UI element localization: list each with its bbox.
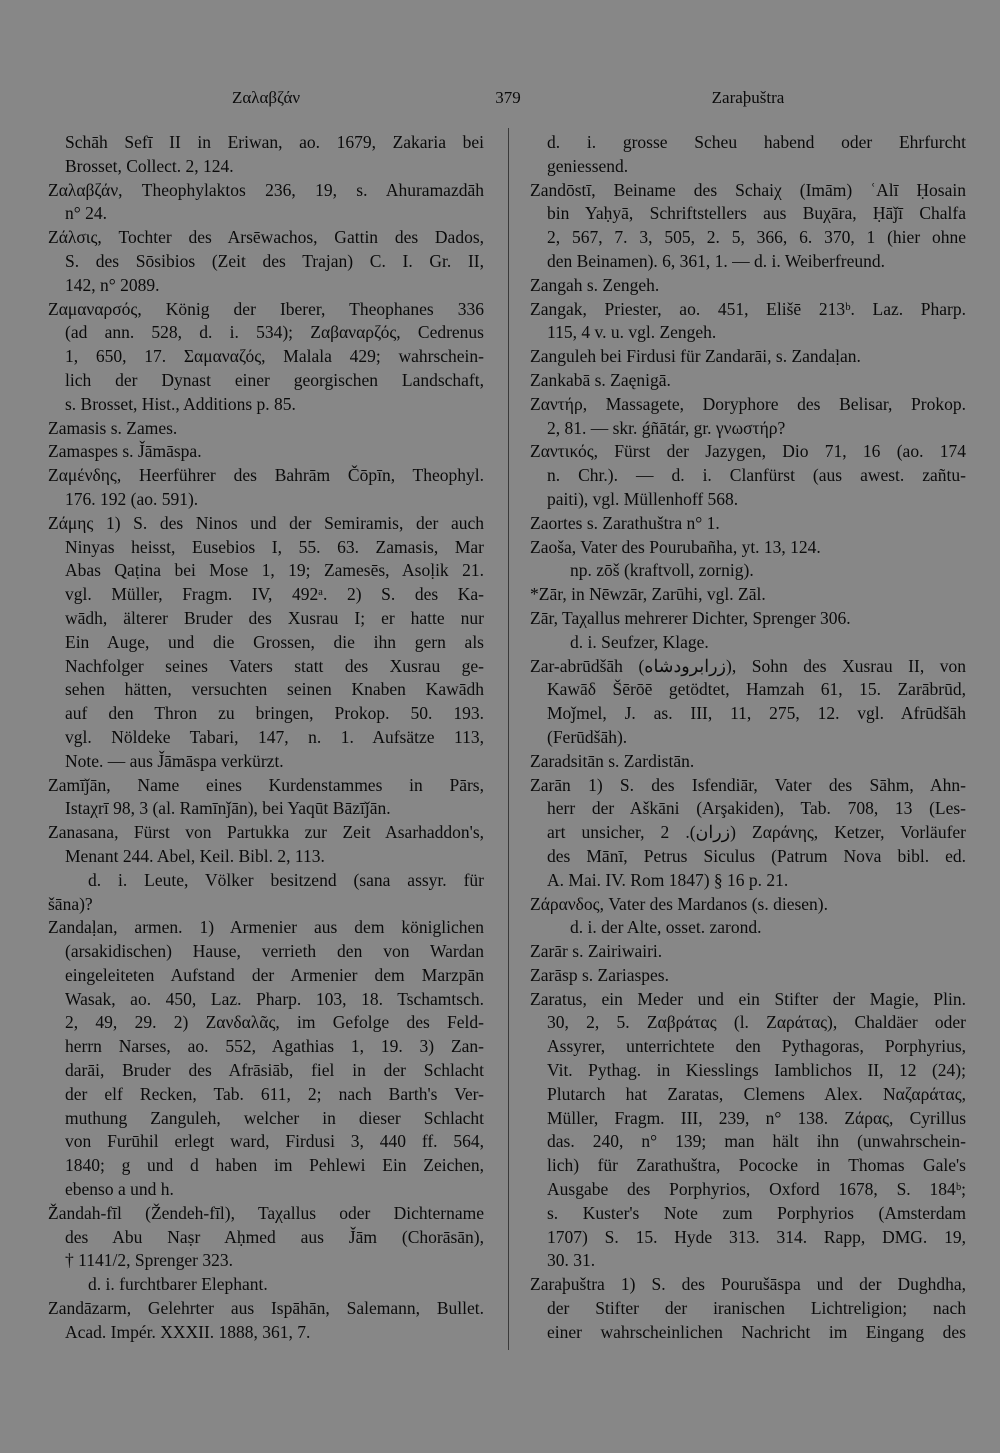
entry-headword-line: Zaoša, Vater des Pourubañha, yt. 13, 124. (530, 536, 821, 557)
text-line: (Ferūdšāh). (547, 726, 628, 747)
entry-headword-line: Zarān 1) S. des Isfendiār, Vater des Sāhm, Ahn- (530, 774, 966, 795)
text-line: herrn Narses, ao. 552, Agathias 1, 19. 3) Zan- (65, 1036, 484, 1057)
text-line: eingeleiteten Aufstand der Armenier dem Marzpān (65, 964, 484, 985)
entry-headword-line: Zandaḷan, armen. 1) Armenier aus dem königlichen (48, 917, 484, 938)
dictionary-entry (530, 607, 966, 631)
text-line: wādh, älterer Bruder des Xusrau I; er hatte nur (65, 607, 484, 628)
entry-headword-line: Ζάρανδος, Vater des Mardanos (s. diesen). (530, 893, 829, 914)
text-line: 1840; g und d haben im Pehlewi Ein Zeichen, (65, 1155, 484, 1176)
entry-headword-line: Zaratus, ein Meder und ein Stifter der Magie, Plin. (530, 988, 966, 1009)
entry-headword-line: Zamīǰān, Name eines Kurdenstammes in Pārs, (48, 774, 484, 795)
entry-headword-line: Zankabā s. Zaęnigā. (530, 369, 671, 390)
entry-headword-line: Ζαμαναρσός, König der Iberer, Theophanes 336 (48, 298, 484, 319)
text-line: n. Chr.). — d. i. Clanfürst (aus awest. zañtu- (547, 465, 966, 486)
dictionary-entry (48, 821, 484, 869)
entry-headword-line: Zanasana, Fürst von Partukka zur Zeit Asarhaddon's, (48, 822, 484, 843)
entry-headword-line: Zandōstī, Beiname des Schaiχ (Imām) ʿAlī Ḥosain (530, 179, 966, 200)
text-line: šāna)? (48, 893, 93, 914)
text-line: 30, 2, 5. Ζαβράτας (l. Ζαράτας), Chaldäer oder (547, 1012, 966, 1033)
text-line: n° 24. (65, 203, 107, 224)
text-line: Note. — aus J̌āmāspa verkürzt. (65, 750, 284, 771)
dictionary-entry (48, 298, 484, 417)
dictionary-entry (530, 512, 966, 536)
etymology-note (530, 559, 966, 583)
text-line: des Mānī, Petrus Siculus (Patrum Nova bibl. ed. (547, 845, 966, 866)
dictionary-entry (530, 774, 966, 893)
text-line: Brosset, Collect. 2, 124. (65, 155, 234, 176)
dictionary-entry (530, 440, 966, 511)
text-line: Vit. Pythag. in Kiesslings Iamblichos II, 12 (24); (547, 1060, 966, 1081)
entry-headword-line: Zār, Taχallus mehrerer Dichter, Sprenger 306. (530, 607, 851, 628)
entry-headword-line: Ζαντήρ, Massagete, Doryphore des Belisar, Prokop. (530, 393, 966, 414)
text-line: von Furūhil erlegt ward, Firdusi 3, 440 ff. 564, (65, 1131, 484, 1152)
text-line: der elf Recken, Tab. 611, 2; nach Barth's Ver- (65, 1083, 484, 1104)
page-number: 379 (495, 88, 521, 107)
dictionary-entry (530, 274, 966, 298)
text-line: vgl. Müller, Fragm. IV, 492ᵃ. 2) S. des Ka- (65, 584, 484, 605)
text-line: 2, 49, 29. 2) Ζανδαλᾶς, im Gefolge des Feld- (65, 1012, 484, 1033)
dictionary-entry (530, 893, 966, 917)
etymology-note (530, 916, 966, 940)
entry-headword-line: Zangah s. Zengeh. (530, 274, 660, 295)
etymology-note (48, 1273, 484, 1297)
running-head-right: Zaraþuštra (711, 88, 785, 107)
text-line: 2, 81. — skr. ǵñātár, gr. γνωστήρ? (547, 417, 786, 438)
etymology-note (48, 869, 484, 917)
text-line: des Abu Naṣr Aḥmed aus J̌ām (Chorāsān), (65, 1226, 484, 1247)
dictionary-entry (48, 179, 484, 227)
entry-headword-line: Zangak, Priester, ao. 451, Elišē 213ᵇ. Laz. Pharp. (530, 298, 966, 319)
left-column (48, 131, 484, 1345)
entry-headword-line: Zaraþuštra 1) S. des Pourušāspa und der Dughdha, (530, 1274, 966, 1295)
dictionary-entry (530, 393, 966, 441)
text-line: auf den Thron zu bringen, Prokop. 50. 193. (65, 703, 484, 724)
dictionary-entry (530, 1273, 966, 1344)
text-line: Assyrer, unterrichtete den Pythagoras, Porphyrius, (547, 1036, 966, 1057)
text-line: 115, 4 v. u. vgl. Zengeh. (547, 322, 717, 343)
entry-headword-line: Zaradsitān s. Zardistān. (530, 750, 695, 771)
dictionary-entry (530, 369, 966, 393)
dictionary-entry (530, 298, 966, 346)
continued-entry (530, 131, 966, 179)
text-line: 142, n° 2089. (65, 274, 160, 295)
dictionary-entry (530, 940, 966, 964)
dictionary-entry (48, 512, 484, 774)
running-head-left: Ζαλαβζάν (231, 88, 301, 107)
text-line: lich) für Zarathuštra, Pococke in Thomas Gale's (547, 1155, 966, 1176)
dictionary-entry (530, 179, 966, 274)
text-line: Ein Auge, und die Grossen, die ihn gern als (65, 631, 484, 652)
entry-headword-line: Zaortes s. Zarathuštra n° 1. (530, 512, 720, 533)
text-line: np. zōš (kraftvoll, zornig). (570, 560, 754, 581)
text-line: der Stifter der iranischen Lichtreligion; nach (547, 1298, 966, 1319)
entry-headword-line: Ζαλαβζάν, Theophylaktos 236, 19, s. Ahuramazdāh (48, 179, 484, 200)
dictionary-entry (530, 655, 966, 750)
text-line: bin Yaḥyā, Schriftstellers aus Buχāra, Ḥāǰī Chalfa (547, 203, 966, 224)
text-line: sehen hätten, versuchten seinen Knaben Kawādh (65, 679, 484, 700)
dictionary-entry (530, 583, 966, 607)
text-line: geniessend. (547, 155, 629, 176)
text-line: Schāh Sefī II in Eriwan, ao. 1679, Zakaria bei (65, 132, 484, 152)
text-line: das. 240, n° 139; man hält ihn (unwahrschein- (547, 1131, 966, 1152)
entry-headword-line: Ζάμης 1) S. des Ninos und der Semiramis, der auch (48, 512, 484, 533)
text-line: 1, 650, 17. Σαμαναζός, Malala 429; wahrschein- (65, 346, 484, 367)
text-line: Ninyas heisst, Eusebios I, 55. 63. Zamasis, Mar (65, 536, 484, 557)
dictionary-entry (530, 964, 966, 988)
dictionary-entry (48, 916, 484, 1202)
text-line: art unsicher, زران). 2) Ζαράνης, Ketzer, Vorläufer (547, 822, 966, 843)
text-line: s. Kuster's Note zum Porphyrios (Amsterdam (547, 1202, 966, 1223)
text-line: d. i. grosse Scheu habend oder Ehrfurcht (547, 132, 966, 152)
text-line: s. Brosset, Hist., Additions p. 85. (65, 393, 296, 414)
entry-headword-line: Ζάλσις, Tochter des Arsēwachos, Gattin des Dados, (48, 227, 484, 248)
entry-headword-line: Zandāzarm, Gelehrter aus Ispāhān, Salemann, Bullet. (48, 1298, 484, 1319)
entry-headword-line: Zamaspes s. J̌āmāspa. (48, 441, 202, 462)
text-line: d. i. der Alte, osset. zarond. (570, 917, 762, 938)
right-column (530, 131, 966, 1345)
dictionary-entry (530, 750, 966, 774)
text-line: A. Mai. IV. Rom 1847) § 16 p. 21. (547, 869, 789, 890)
text-line: Ausgabe des Porphyrios, Oxford 1678, S. 184ᵇ; (547, 1179, 966, 1200)
text-line: vgl. Nöldeke Tabari, 147, n. 1. Aufsätze 113, (65, 726, 484, 747)
text-line: Wasak, ao. 450, Laz. Pharp. 103, 18. Tschamtsch. (65, 988, 484, 1009)
dictionary-entry (48, 440, 484, 464)
text-line: 30. 31. (547, 1250, 596, 1271)
text-line: Istaχrī 98, 3 (al. Ramīnǰān), bei Yaqūt Bāzīǰān. (65, 798, 391, 819)
text-line: den Beinamen). 6, 361, 1. — d. i. Weiberfreund. (547, 250, 885, 271)
text-line: d. i. furchtbarer Elephant. (88, 1274, 268, 1295)
dictionary-entry (530, 536, 966, 560)
dictionary-entry (530, 345, 966, 369)
entry-headword-line: Zar-abrūdšāh (زرابرودشاه), Sohn des Xusrau II, von (530, 655, 966, 676)
text-line: † 1141/2, Sprenger 323. (65, 1250, 234, 1271)
text-line: Acad. Impér. XXXII. 1888, 361, 7. (65, 1321, 311, 1342)
text-line: lich der Dynast einer georgischen Landschaft, (65, 369, 484, 390)
text-line: Kawāδ Šērōē getödtet, Hamzah 61, 15. Zarābrūd, (547, 679, 966, 700)
entry-headword-line: *Zār, in Nēwzār, Zarūhi, vgl. Zāl. (530, 584, 766, 605)
text-line: Nachfolger seines Vaters statt des Xusrau ge- (65, 655, 484, 676)
entry-headword-line: Zarār s. Zairiwairi. (530, 941, 663, 962)
text-line: herr der Aškāni (Arşakiden), Tab. 708, 13 (Les- (547, 798, 966, 819)
text-line: 1707) S. 15. Hyde 313. 314. Rapp, DMG. 19, (547, 1226, 966, 1247)
text-line: 176. 192 (ao. 591). (65, 488, 199, 509)
text-line: 2, 567, 7. 3, 505, 2. 5, 366, 6. 370, 1 (hier ohne (547, 227, 966, 248)
text-line: muthung Zanguleh, welcher in dieser Schlacht (65, 1107, 484, 1128)
text-line: paiti), vgl. Müllenhoff 568. (547, 488, 739, 509)
entry-headword-line: Ζαμένδης, Heerführer des Bahrām Čōpīn, Theophyl. (48, 465, 484, 486)
text-line: Moǰmel, J. as. III, 11, 275, 12. vgl. Afrūdšāh (547, 703, 966, 724)
dictionary-entry (48, 417, 484, 441)
entry-headword-line: Ζαντικός, Fürst der Jazygen, Dio 71, 16 (ao. 174 (530, 441, 966, 462)
text-line: Müller, Fragm. III, 239, n° 138. Ζάρας, Cyrillus (547, 1107, 966, 1128)
dictionary-entry (48, 774, 484, 822)
text-line: d. i. Seufzer, Klage. (570, 631, 709, 652)
text-line: (ad ann. 528, d. i. 534); Ζαβαναρζός, Cedrenus (65, 322, 484, 343)
text-line: (arsakidischen) Hause, verrieth den von Wardan (65, 941, 484, 962)
text-line: S. des Sōsibios (Zeit des Trajan) C. I. Gr. II, (65, 250, 484, 271)
entry-headword-line: Zanguleh bei Firdusi für Zandarāi, s. Zandaḷan. (530, 346, 861, 367)
dictionary-entry (48, 464, 484, 512)
text-line: darāi, Bruder des Afrāsiāb, fiel in der Schlacht (65, 1060, 484, 1081)
dictionary-entry (48, 1202, 484, 1273)
entry-headword-line: Zamasis s. Zames. (48, 417, 178, 438)
entry-headword-line: Žandah-fīl (Žendeh-fīl), Taχallus oder Dichtername (48, 1202, 484, 1223)
dictionary-entry (48, 1297, 484, 1345)
text-line: Abas Qaṭina bei Mose 1, 19; Zamesēs, Asoḷik 21. (65, 560, 484, 581)
continued-entry (48, 131, 484, 179)
text-line: d. i. Leute, Völker besitzend (sana assyr. für (88, 869, 484, 890)
column-divider (508, 128, 509, 1350)
etymology-note (530, 631, 966, 655)
dictionary-entry (48, 226, 484, 297)
text-line: ebenso a und h. (65, 1179, 174, 1200)
dictionary-entry (530, 988, 966, 1274)
text-line: Menant 244. Abel, Keil. Bibl. 2, 113. (65, 845, 325, 866)
text-line: Plutarch hat Zaratas, Clemens Alex. Ναζαράτας, (547, 1083, 966, 1104)
text-line: einer wahrscheinlichen Nachricht im Eingang des (547, 1321, 966, 1342)
entry-headword-line: Zarāsp s. Zariaspes. (530, 964, 669, 985)
